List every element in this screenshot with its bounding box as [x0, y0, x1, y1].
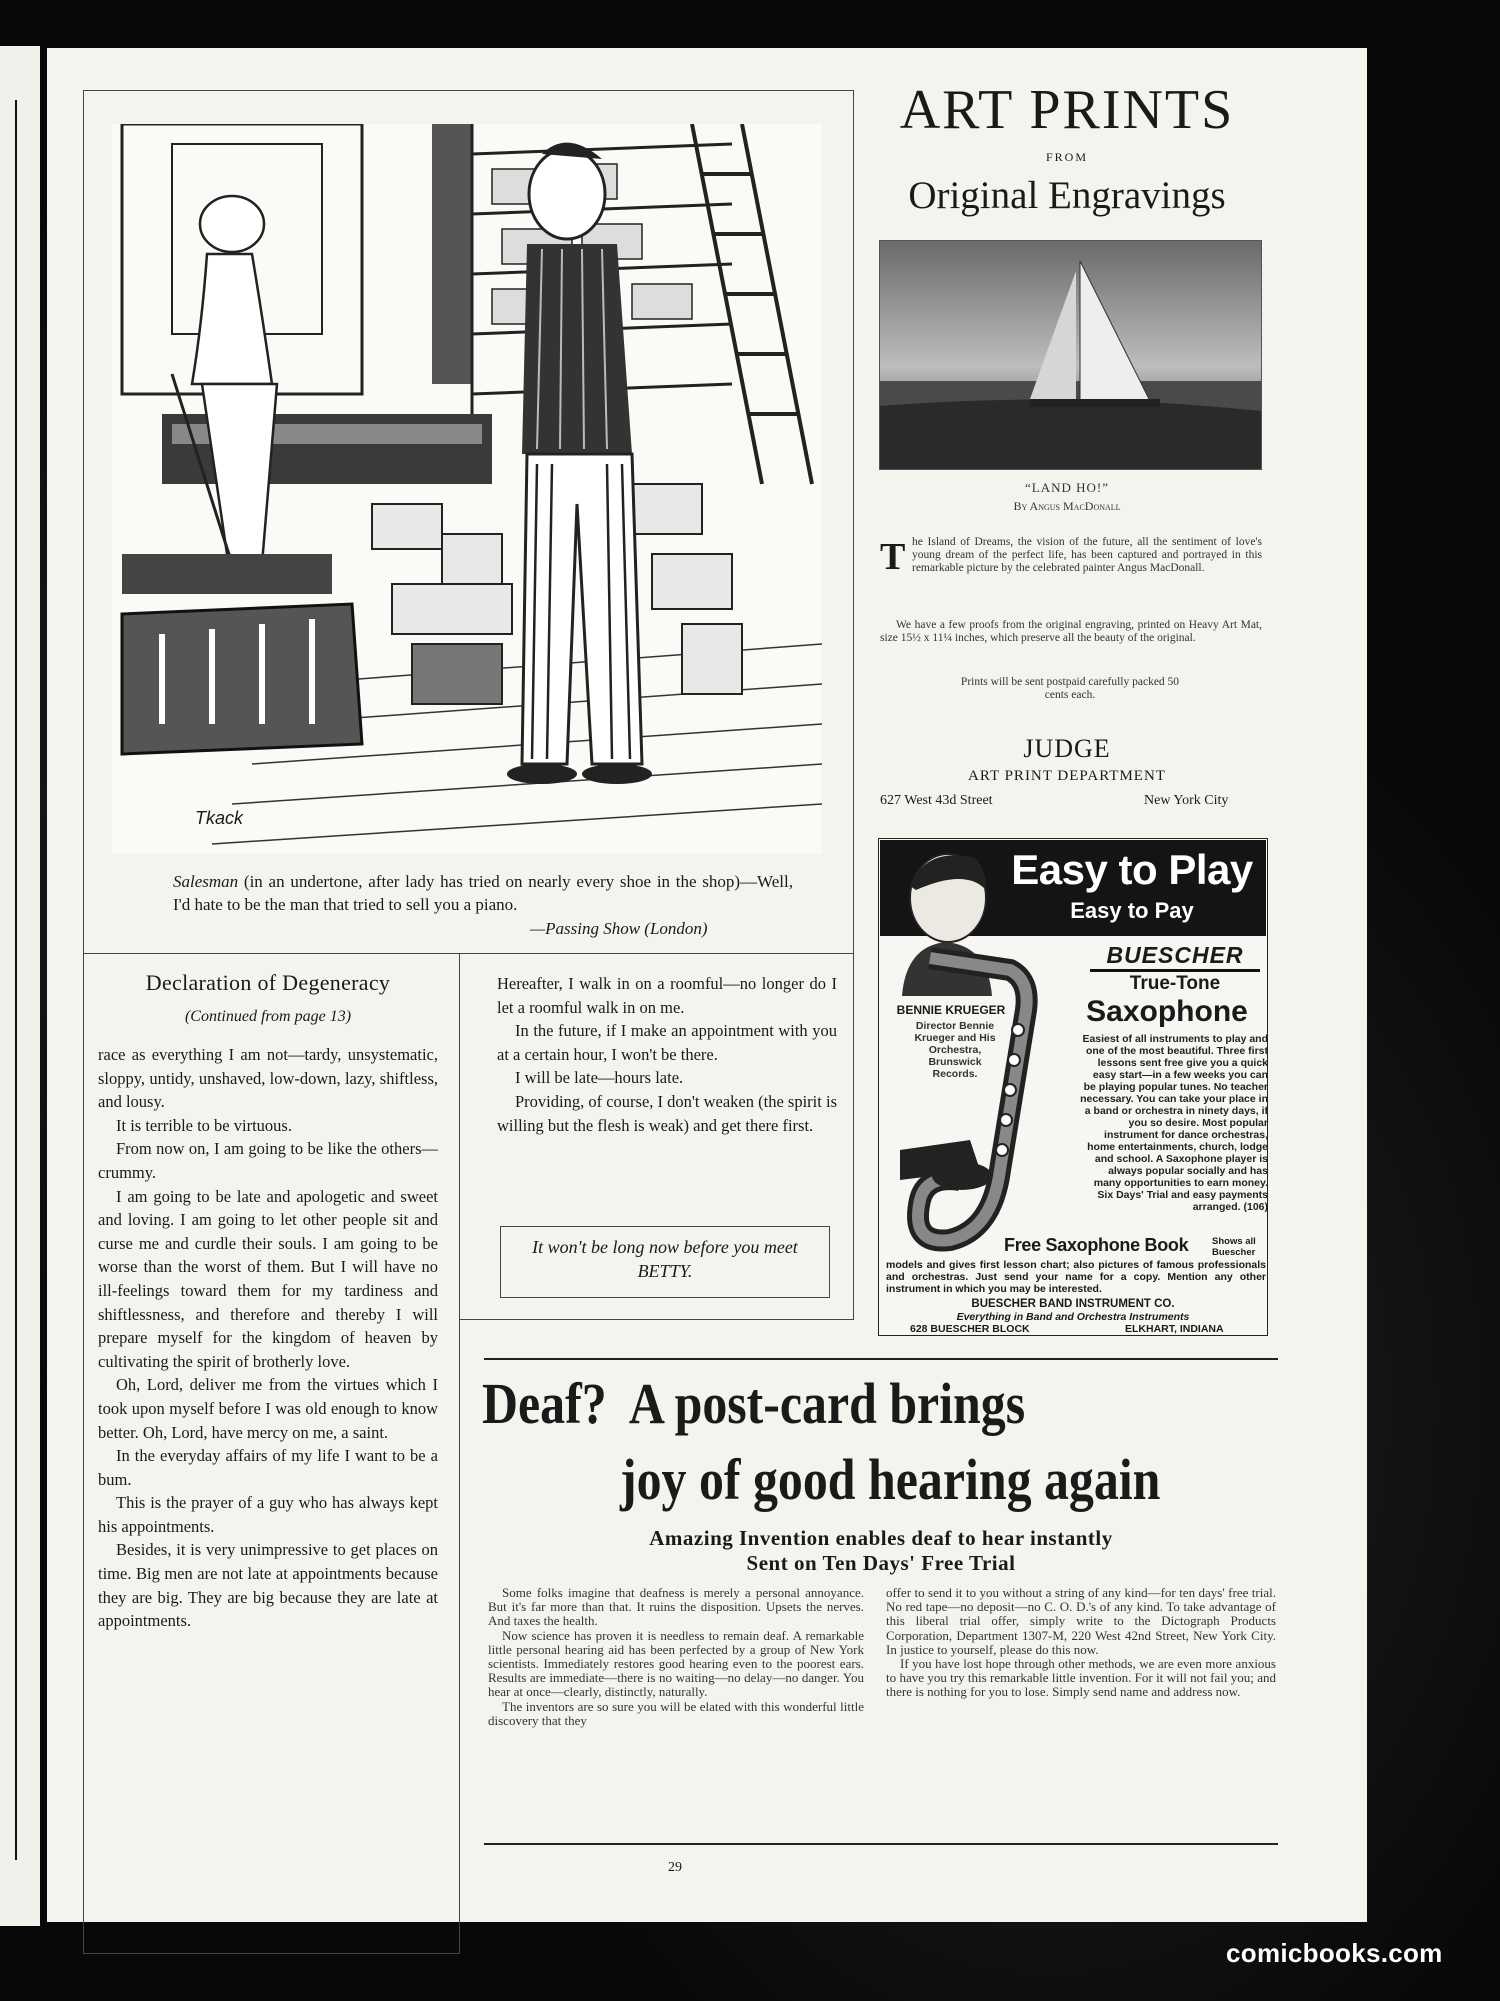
art-prints-from: FROM: [1045, 150, 1088, 164]
watermark-text: comicbooks.com: [1226, 1938, 1443, 1968]
article-para: This is the prayer of a guy who has always kept his appointments.: [98, 1493, 438, 1536]
buescher-free-text: models and gives first lesson chart; also pictures of famous professionals and orchestras. Just send your name for a copy. Mention any other instrument in which you may be interested.: [886, 1259, 1266, 1295]
deaf-column-1: [488, 1586, 864, 1728]
caption-text: (in an undertone, after lady has tried on nearly every shoe in the shop)—Well, I'd hate to be the man that tried to sell you a piano.: [173, 872, 793, 914]
engraving-artist: By Angus MacDonall: [1013, 499, 1121, 513]
art-prints-para-2: We have a few proofs from the original engraving, printed on Heavy Art Mat, size 15½ x 11¼ inches, which preserve all the beauty of the original.: [880, 619, 1262, 644]
left-edge-line: [15, 100, 17, 1860]
article-continued: (Continued from page 13): [184, 1008, 352, 1025]
buescher-headline-2: Easy to Pay: [1070, 898, 1194, 923]
engraving-svg: [880, 241, 1261, 469]
art-prints-subtitle: Original Engravings: [908, 174, 1226, 217]
caption-speaker: Salesman: [173, 872, 239, 891]
article-frame: [83, 954, 460, 1954]
article-para: race as everything I am not—tardy, unsystematic, sloppy, untidy, unshaved, low-down, lazy, shiftless, and lousy.: [98, 1045, 438, 1112]
left-page-edge: [0, 46, 40, 1926]
deaf-subheadline-1: Amazing Invention enables deaf to hear instantly: [649, 1526, 1113, 1550]
art-prints-department: ART PRINT DEPARTMENT: [968, 768, 1166, 784]
buescher-headline-1: Easy to Play: [1011, 846, 1253, 893]
article-para: I will be late—hours late.: [515, 1068, 684, 1088]
deaf-para: If you have lost hope through other methods, we are even more anxious to have you try this remarkable little invention. For it will not fail you; and there is nothing for you to lose. Simply send name and address now.: [886, 1656, 1276, 1700]
deaf-subheadline-2: Sent on Ten Days' Free Trial: [746, 1551, 1016, 1575]
land-ho-engraving: [879, 240, 1262, 470]
deaf-column-2: [886, 1586, 1276, 1700]
buescher-body: [1078, 1033, 1268, 1213]
deaf-para: Some folks imagine that deafness is merely a personal annoyance. But it's far more than that. It ruins the disposition. Upsets the nerves. And taxes the health.: [488, 1585, 864, 1629]
betty-text: It won't be long now before you meet BETTY.: [532, 1237, 798, 1281]
article-title: Declaration of Degeneracy: [145, 970, 391, 995]
deaf-para: offer to send it to you without a string of any kind—for ten days' free trial. No red tape—no deposit—no C. O. D.'s of any kind. To take advantage of this liberal trial offer, simply write to the Dictograph Products Corporation, Department 1307-M, 220 West 42nd Street, New York City. In justice to yourself, please do this now.: [886, 1585, 1276, 1657]
buescher-product: Saxophone: [1086, 995, 1248, 1028]
art-prints-publisher: JUDGE: [1023, 734, 1111, 763]
buescher-company: BUESCHER BAND INSTRUMENT CO.: [971, 1298, 1175, 1310]
art-prints-para-3: Prints will be sent postpaid carefully packed 50 cents each.: [960, 676, 1180, 701]
article-para: It is terrible to be virtuous.: [116, 1115, 292, 1135]
buescher-person-name: BENNIE KRUEGER: [896, 1003, 1006, 1017]
cartoon-caption: [173, 870, 793, 916]
cartoon-svg: [112, 124, 822, 854]
buescher-address-left: 628 BUESCHER BLOCK: [910, 1323, 1030, 1335]
article-col2-frame: [460, 954, 854, 1320]
buescher-body-text: Easiest of all instruments to play and one of the most beautiful. Three first lessons sent free give you a quick easy start—in a few weeks you can be playing popular tunes. No teacher necessary. You can take your place in a band or orchestra in ninety days, if you so desire. Most popular instrument for dance orchestras, home entertainments, church, lodge and school. A Saxophone player is always popular socially and has many opportunities to earn money. Six Days' Trial and easy payments arranged.: [1080, 1033, 1268, 1213]
buescher-free-book: Free Saxophone Book: [1004, 1235, 1189, 1255]
deaf-para: The inventors are so sure you will be elated with this wonderful little discovery that they: [488, 1698, 864, 1728]
buescher-code: (106): [1243, 1201, 1268, 1213]
deaf-para: Now science has proven it is needless to remain deaf. A remarkable little personal hearing aid has been perfected by a group of New York scientists. Immediately restores good hearing even to the poorest ears. Results are immediate—there is no waiting—no delay—no danger. You hear at once—clearly, distinctly, naturally.: [488, 1627, 864, 1700]
article-para: I am going to be late and apologetic and sweet and loving. I am going to let other people sit and curse me and curdle their souls. I am going to be worse than the worst of them. But I will have no ill-feelings toward them for my tardiness and shiftlessness, and therefore and thereby I will prepare myself for the kingdom of heaven by cultivating the spirit of brotherly love.: [98, 1186, 438, 1371]
deaf-headline-2: joy of good hearing again: [620, 1447, 1161, 1512]
engraving-title: “LAND HO!”: [1024, 480, 1109, 495]
article-para: Oh, Lord, deliver me from the virtues which I took upon myself before I was old enough to know better. Oh, Lord, have mercy on me, a saint.: [98, 1375, 438, 1442]
article-para: Providing, of course, I don't weaken (the spirit is willing but the flesh is weak) and get there first.: [497, 1091, 837, 1135]
page-number: 29: [668, 1860, 682, 1875]
saxophone-illustration: [900, 940, 1100, 1260]
buescher-person-desc: Director Bennie Krueger and His Orchestra, Brunswick Records.: [914, 1020, 996, 1080]
art-prints-city: New York City: [1144, 793, 1229, 808]
article-para: From now on, I am going to be like the others—crummy.: [98, 1139, 438, 1182]
deaf-ad-top-rule: [484, 1358, 1278, 1360]
article-para: Besides, it is very unimpressive to get places on time. Big men are not late at appointments because they are big. They are big because they are late at appointments.: [98, 1540, 438, 1631]
art-prints-dropcap: T: [880, 536, 906, 578]
deaf-ad-bottom-rule: [484, 1843, 1278, 1845]
cartoon-illustration: [112, 124, 822, 854]
cartoon-signature: Tkack: [195, 808, 244, 828]
article-para: In the everyday affairs of my life I want to be a bum.: [98, 1446, 438, 1489]
buescher-truetone: True-Tone: [1129, 973, 1221, 994]
saxophone-svg: [900, 940, 1100, 1260]
buescher-brand: BUESCHER: [1090, 942, 1260, 972]
deaf-headline-1: Deaf? A post-card brings: [482, 1371, 1026, 1436]
caption-source: —Passing Show (London): [530, 919, 708, 938]
art-prints-title: ART PRINTS: [899, 79, 1235, 141]
art-prints-address: 627 West 43d Street: [880, 793, 993, 808]
buescher-address-right: ELKHART, INDIANA: [1125, 1323, 1224, 1335]
buescher-free-book-side: Shows all Buescher: [1212, 1236, 1256, 1258]
article-para: Hereafter, I walk in on a roomful—no longer do I let a roomful walk in on me.: [497, 974, 837, 1017]
article-para: In the future, if I make an appointment with you at a certain hour, I won't be there.: [497, 1021, 837, 1064]
art-prints-para-1: he Island of Dreams, the vision of the future, all the sentiment of love's young dream of the perfect life, has been captured and portrayed in this remarkable picture by the celebrated painter Angus MacDonall.: [912, 536, 1262, 574]
buescher-tagline: Everything in Band and Orchestra Instruments: [956, 1311, 1190, 1323]
